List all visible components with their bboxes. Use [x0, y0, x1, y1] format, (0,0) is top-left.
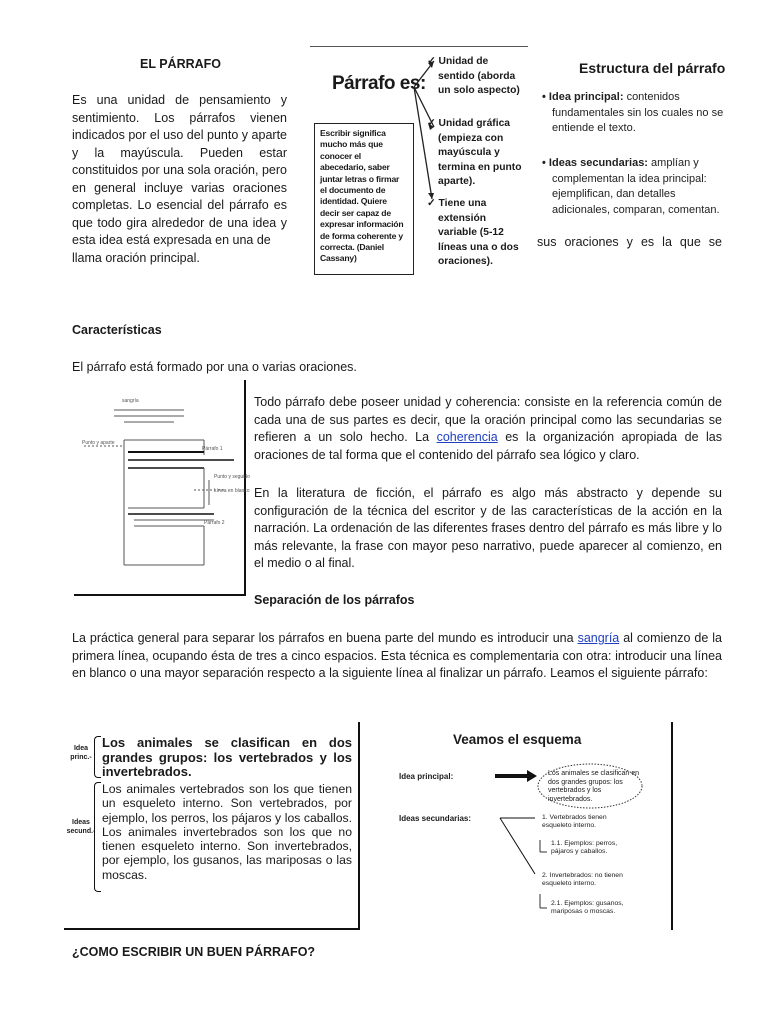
esquema-s1-1: 1.1. Ejemplos: perros, pájaros y caballos.	[551, 840, 618, 855]
estructura-item-2: • Ideas secundarias: amplían y complementan la idea principal: ejemplifican, dan detalles adicionales, comparan, comentan.	[542, 157, 720, 216]
sketch-label-left: Punto y aparte	[82, 440, 115, 446]
quote-box	[314, 123, 414, 275]
figure-example-paragraph	[64, 722, 360, 930]
label-ideas-secundarias: Ideas secund.-	[66, 819, 96, 835]
bracket-secundarias	[94, 782, 101, 892]
sketch-label-p2: Párrafo 2	[204, 520, 225, 526]
esquema-drawing	[385, 722, 671, 930]
caracteristicas-heading: Características	[72, 323, 162, 337]
intro-tail: sus oraciones y es la que se	[537, 235, 722, 249]
example-secundarias: Los animales vertebrados son los que tienen un esqueleto interno. Son vertebrados, por ejemplo, los perros, los pájaros y los caballos. Los animales invertebrados son los que no tienen esqueleto interno. Son invertebrados, por ejemplo, los gusanos, las mariposas o las moscas.	[102, 782, 352, 882]
caracteristicas-line1: El párrafo está formado por una o varias oraciones.	[72, 360, 357, 374]
figure-estructura	[536, 52, 726, 232]
caracteristicas-p1: Todo párrafo debe poseer unidad y coherencia: consiste en la referencia común de cada una de sus partes es decir, que la oración principal como las secundarias se refieren a un solo hecho. La coherencia es la organización apropiada de las oraciones de tal forma que el contenido del párrafo sea lógico y claro.	[254, 395, 722, 462]
paragraph-sketch-drawing	[74, 380, 250, 594]
esquema-idea-principal-label: Idea principal:	[399, 772, 454, 781]
label-idea-principal: Idea princ.-	[70, 745, 92, 761]
figure-esquema	[385, 722, 673, 930]
intro-text: Es una unidad de pensamiento y sentimiento. Los párrafos vienen indicados por el uso del punto y aparte y la mayúscula. Pueden estar constituidos por una sola oración, pero en general incluye varias oraciones completas. Lo esencial del párrafo es que todo gira alrededor de una idea y esta idea está expresada en una de	[72, 93, 287, 247]
como-escribir-heading: ¿COMO ESCRIBIR UN BUEN PÁRRAFO?	[72, 945, 316, 959]
estructura-item-1: • Idea principal: contenidos fundamentales sin los cuales no se entiende el texto.	[542, 91, 724, 134]
intro-paragraph	[72, 92, 287, 267]
esquema-s2-1: 2.1. Ejemplos: gusanos, mariposas o moscas.	[551, 900, 624, 915]
figure-paragraph-sketch	[74, 380, 250, 596]
coherencia-link[interactable]: coherencia	[436, 430, 498, 444]
parrafo-es-bullet-3: ✓ Tiene una extensión variable (5-12 líneas una o dos oraciones).	[427, 198, 519, 267]
parrafo-es-heading: Párrafo es:	[332, 73, 426, 94]
estructura-heading: Estructura del párrafo	[579, 60, 726, 76]
caracteristicas-p2: En la literatura de ficción, el párrafo es algo más abstracto y depende su configuración de la técnica del escritor y de las características de la acción en la narración. La ordenación de las diferentes frases dentro del párrafo es más libre y lo más relevante, la frase con mayor peso narrativo, puede aparecer al comienzo, en el medio o al final.	[254, 486, 722, 570]
parrafo-es-bullet-1: ✓ Unidad de sentido (aborda un solo aspecto)	[427, 56, 520, 96]
bracket-principal	[94, 736, 101, 778]
figure-parrafo-es	[310, 46, 528, 287]
sangria-link[interactable]: sangría	[577, 631, 620, 645]
esquema-ideas-secundarias-label: Ideas secundarias:	[399, 814, 472, 823]
sketch-label-blanco: Línea en blanco	[214, 488, 250, 494]
esquema-s1: 1. Vertebrados tienen esqueleto interno.	[542, 814, 607, 829]
sketch-label-p1: Párrafo 1	[202, 446, 223, 452]
esquema-heading: Veamos el esquema	[453, 732, 582, 747]
intro-last-line: llama oración principal.	[72, 250, 200, 265]
esquema-cloud-text: Los animales se clasifican en dos grandes grupos: los vertebrados y los invertebrados.	[548, 770, 640, 803]
sketch-label-seguido: Punto y seguido	[214, 474, 250, 480]
sketch-label-sangria: sangría	[122, 398, 139, 404]
page-title: EL PÁRRAFO	[140, 57, 222, 71]
example-principal: Los animales se clasifican en dos grandes grupos: los vertebrados y los invertebrados.	[102, 735, 352, 779]
quote-text: Escribir significa mucho más que conocer el abecedario, saber juntar letras o firmar el documento de identidad. Quiere decir ser capaz de expresar información de forma coherente y correcta. (Daniel Cassany)	[320, 128, 404, 264]
separacion-heading: Separación de los párrafos	[254, 593, 415, 607]
separacion-paragraph: La práctica general para separar los párrafos en buena parte del mundo es introducir una sangría al comienzo de la primera línea, ocupando ésta de tres a cinco espacios. Esta técnica es complementaria con otra: introducir una línea en blanco o una mayor separación respecto a la siguiente línea al finalizar un párrafo. Leamos el siguiente párrafo:	[72, 631, 722, 680]
esquema-s2: 2. Invertebrados: no tienen esqueleto interno.	[542, 872, 623, 887]
parrafo-es-bullet-2: ✓ Unidad gráfica (empieza con mayúscula y termina en punto aparte).	[427, 118, 522, 187]
